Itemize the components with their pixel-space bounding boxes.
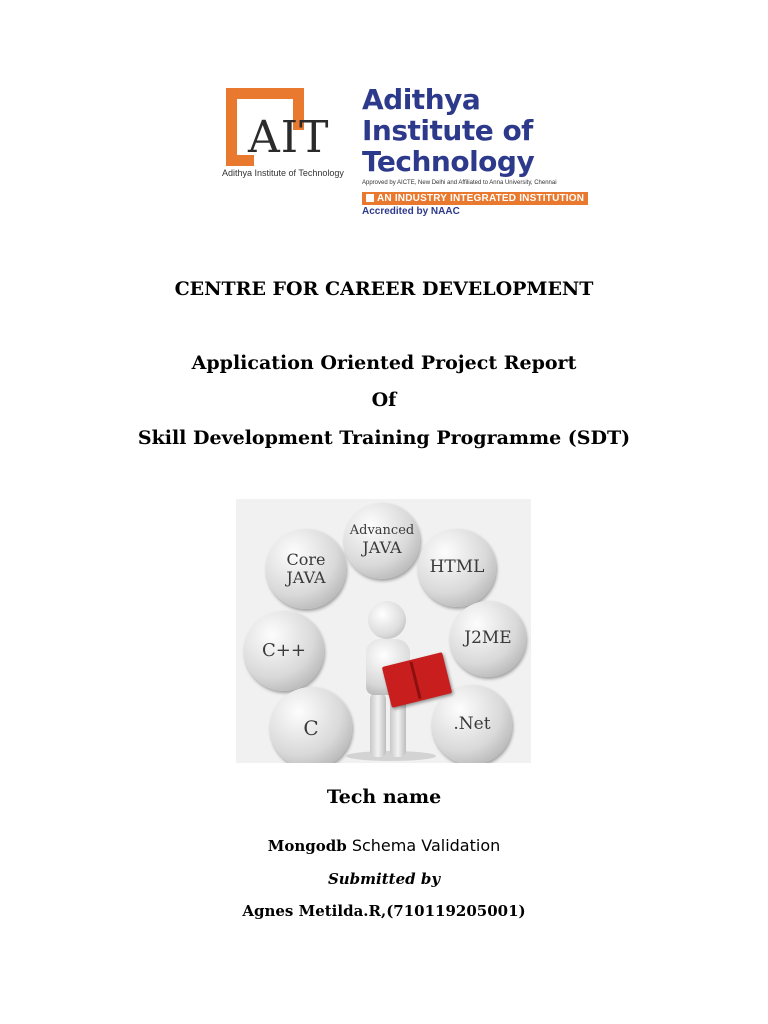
bubble-advanced-java (344, 503, 420, 579)
of-line: Of (371, 389, 397, 411)
approval-text: Approved by AICTE, New Delhi and Affiliated to Anna University, Chennai (362, 180, 557, 186)
bubble-text: HTML (429, 557, 485, 578)
bubble-dotnet (432, 685, 512, 763)
tech-name-label: Tech name (326, 786, 442, 808)
tech-illustration (236, 499, 531, 763)
bubble-text: JAVA (286, 568, 326, 587)
bubble-text: Core (286, 549, 326, 569)
bubble-core-java (266, 529, 346, 609)
programme-title: Skill Development Training Programme (SDT) (137, 427, 631, 449)
bubble-html (418, 529, 496, 607)
submitted-by-label: Submitted by (327, 870, 441, 888)
institute-name-block (362, 83, 585, 217)
report-title: Application Oriented Project Report (191, 352, 577, 374)
logo-letters: AIT (248, 112, 330, 163)
tech-value-rest: Schema Validation (346, 836, 501, 855)
industry-banner-text: AN INDUSTRY INTEGRATED INSTITUTION (377, 193, 585, 204)
tech-name-value (0, 836, 768, 855)
bubble-text: JAVA (362, 538, 402, 558)
bubble-j2me (450, 601, 526, 677)
bubble-text: C (303, 715, 319, 740)
bubble-text: C++ (262, 639, 306, 661)
bubble-c (270, 687, 352, 763)
figure-head (368, 601, 406, 639)
bubble-text: J2ME (464, 628, 512, 649)
industry-banner (362, 192, 588, 205)
logo-tagline: Adithya Institute of Technology (222, 168, 344, 178)
brand-line-3: Technology (362, 145, 535, 178)
centre-heading: CENTRE FOR CAREER DEVELOPMENT (174, 278, 594, 300)
brand-line-2: Institute of (362, 114, 533, 147)
banner-icon (366, 194, 374, 202)
bubble-cpp (244, 611, 324, 691)
brand-line-1: Adithya (362, 83, 481, 116)
author-name: Agnes Metilda.R,(710119205001) (242, 902, 526, 920)
tech-value-bold: Mongodb (267, 837, 347, 855)
accreditation-text: Accredited by NAAC (362, 206, 460, 217)
figure-leg-left (370, 693, 386, 757)
ait-logo-mark (222, 86, 354, 186)
bubble-text: Advanced (349, 523, 415, 539)
bubble-text: .Net (453, 714, 491, 735)
